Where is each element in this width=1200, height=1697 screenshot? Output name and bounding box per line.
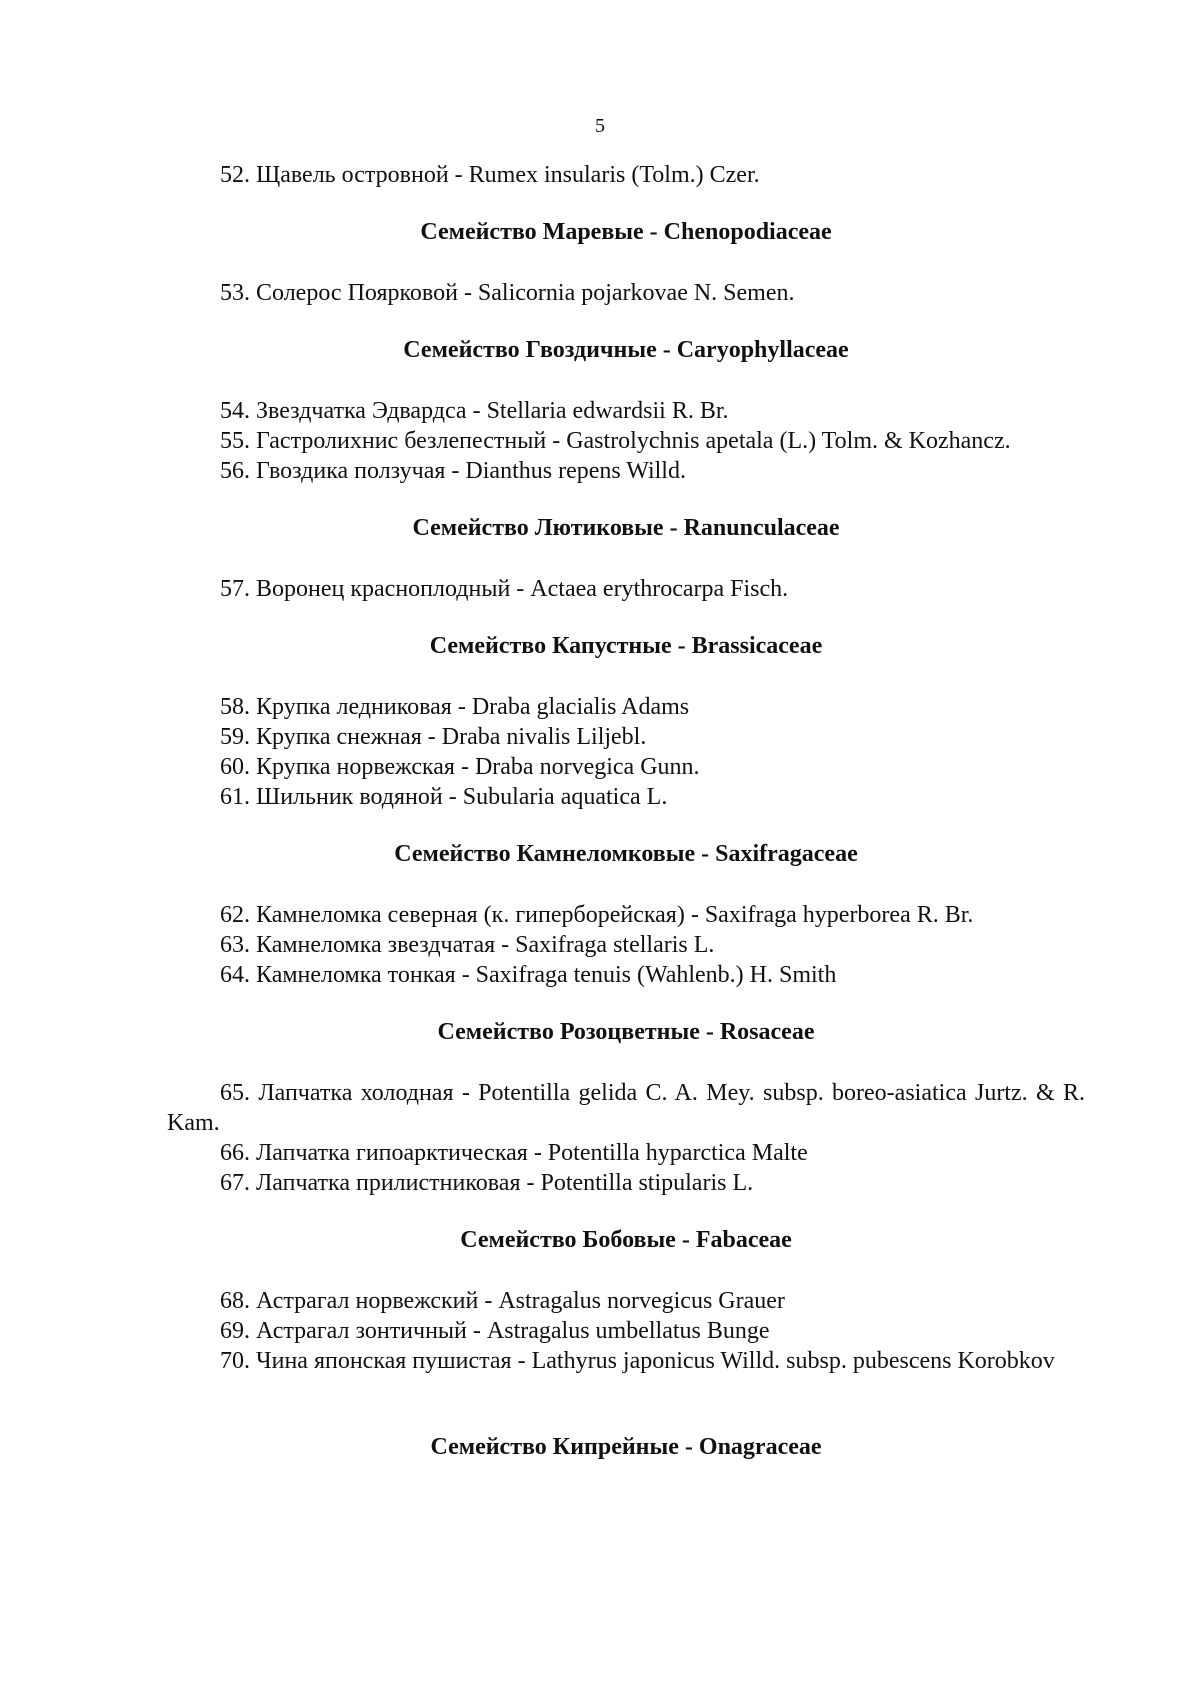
list-item: 59. Крупка снежная - Draba nivalis Liljebl. <box>220 724 647 750</box>
list-item: 67. Лапчатка прилистниковая - Potentilla stipularis L. <box>220 1170 754 1196</box>
family-heading: Семейство Розоцветные - Rosaceae <box>437 1019 815 1045</box>
list-item: 70. Чина японская пушистая - Lathyrus japonicus Willd. subsp. pubescens Korobkov <box>220 1348 1055 1374</box>
list-item: 52. Щавель островной - Rumex insularis (Tolm.) Czer. <box>220 162 760 188</box>
list-item: 56. Гвоздика ползучая - Dianthus repens Willd. <box>220 458 686 484</box>
list-item: 65. Лапчатка холодная - Potentilla gelida C. A. Mey. subsp. boreo-asiatica Jurtz. & R. Kam. <box>167 1080 1085 1136</box>
species-list <box>167 160 1085 1493</box>
list-item: 57. Воронец краснoплодный - Actaea erythrocarpa Fisch. <box>220 576 789 602</box>
family-heading: Семейство Гвоздичные - Caryophyllaceae <box>403 337 849 363</box>
list-item: 58. Крупка ледниковая - Draba glacialis Adams <box>220 694 690 720</box>
list-item: 66. Лапчатка гипоарктическая - Potentilla hyparctica Malte <box>220 1140 808 1166</box>
family-heading: Семейство Бобовые - Fabaceae <box>460 1227 792 1253</box>
list-item: 64. Камнеломка тонкая - Saxifraga tenuis (Wahlenb.) H. Smith <box>220 962 837 988</box>
list-item: 61. Шильник водяной - Subularia aquatica L. <box>220 784 668 810</box>
list-item: 68. Астрагал норвежский - Astragalus norvegicus Grauer <box>220 1288 785 1314</box>
family-heading: Семейство Лютиковые - Ranunculaceae <box>412 515 840 541</box>
list-item: 62. Камнеломка северная (к. гиперборейская) - Saxifraga hyperborea R. Br. <box>220 902 974 928</box>
family-heading: Семейство Камнеломковые - Saxifragaceae <box>394 841 858 867</box>
family-heading: Семейство Кипрейные - Onagraceae <box>430 1434 822 1460</box>
list-item: 69. Астрагал зонтичный - Astragalus umbellatus Bunge <box>220 1318 770 1344</box>
list-item: 53. Солерос Поярковой - Salicornia pojarkovae N. Semen. <box>220 280 795 306</box>
list-item: 55. Гастролихнис безлепестный - Gastrolychnis apetala (L.) Tolm. & Kozhancz. <box>220 428 1011 454</box>
family-heading: Семейство Капустные - Brassicaceae <box>429 633 823 659</box>
family-heading: Семейство Маревые - Chenopodiaceae <box>420 219 832 245</box>
page-number: 5 <box>595 115 605 137</box>
list-item: 54. Звездчатка Эдвардса - Stellaria edwardsii R. Br. <box>220 398 729 424</box>
list-item: 63. Камнеломка звездчатая - Saxifraga stellaris L. <box>220 932 715 958</box>
list-item: 60. Крупка норвежская - Draba norvegica Gunn. <box>220 754 700 780</box>
